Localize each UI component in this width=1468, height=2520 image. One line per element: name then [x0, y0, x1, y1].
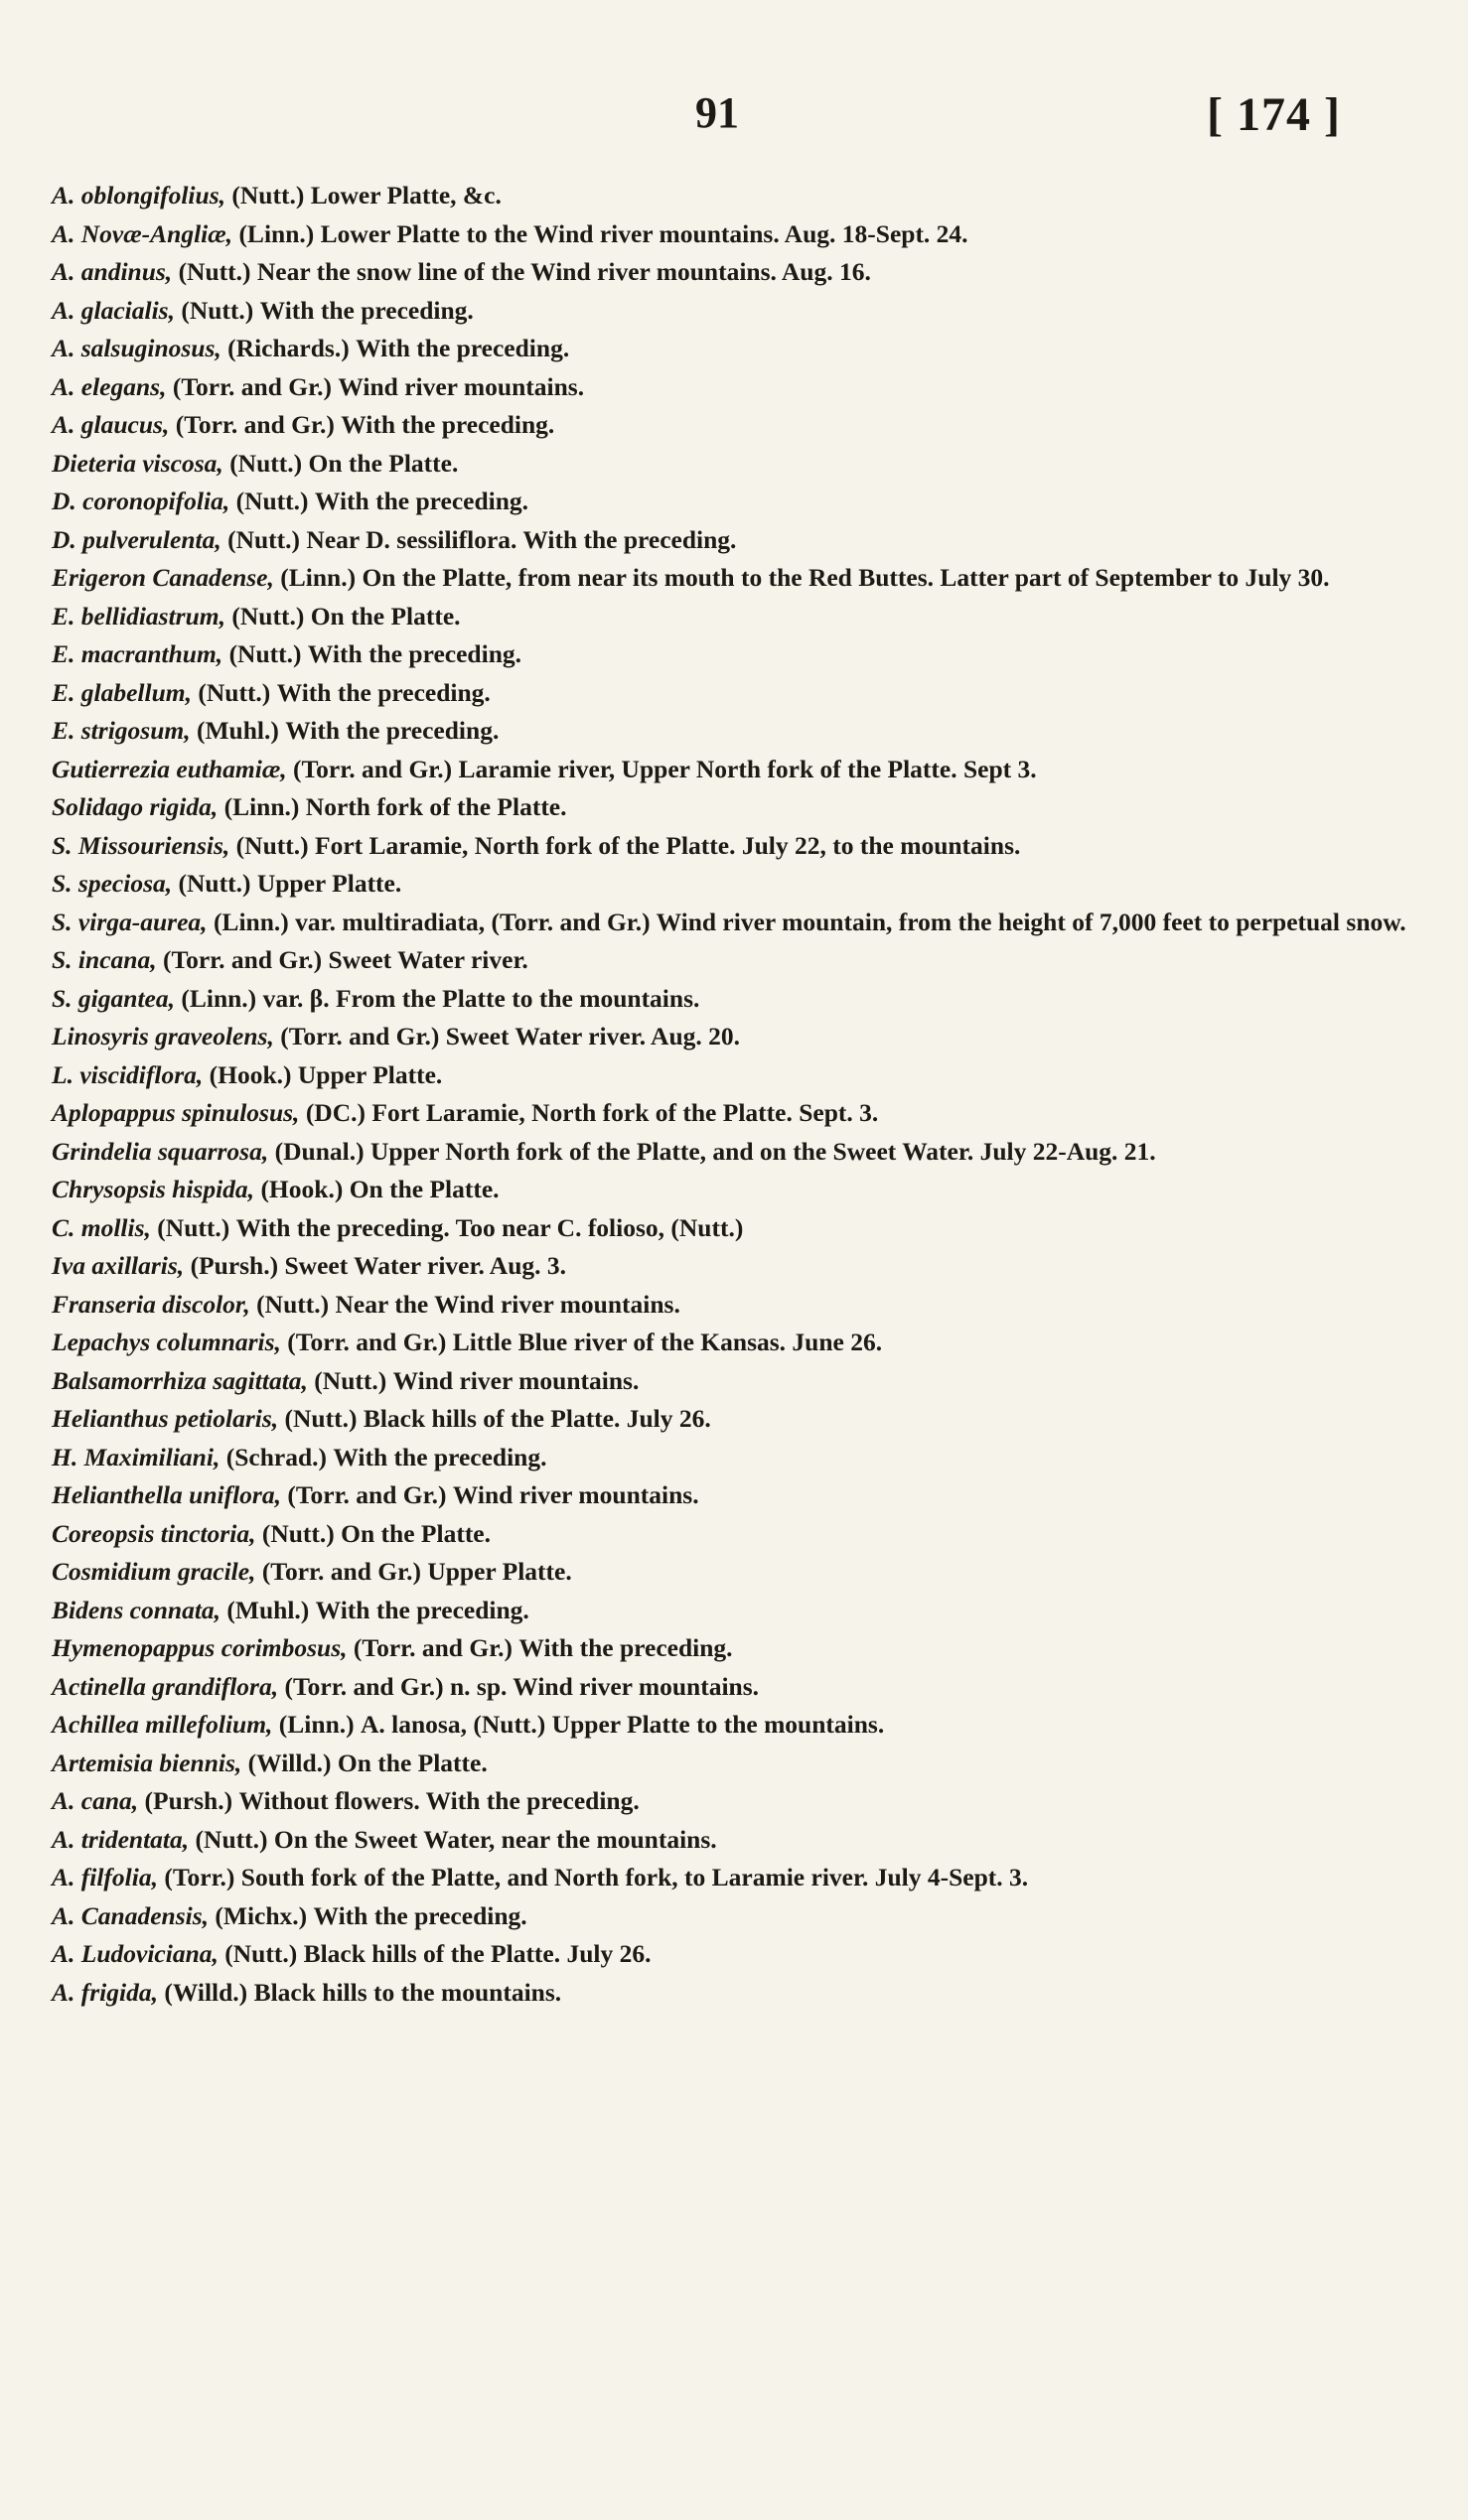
species-name: L. viscidiflora,: [52, 1059, 204, 1089]
species-locality: Laramie river, Upper North fork of the Platte. Sept 3.: [458, 754, 1037, 783]
species-locality: On the Platte.: [341, 1518, 492, 1548]
species-locality: Sweet Water river. Aug. 3.: [284, 1251, 567, 1280]
species-authority: (Torr.): [164, 1863, 235, 1891]
species-entry: [52, 1821, 1417, 1860]
species-entry: [52, 1400, 1417, 1439]
species-locality: Near D. sessiliflora. With the preceding.: [306, 524, 737, 554]
species-authority: (Nutt.): [261, 1518, 335, 1548]
species-entry: [52, 941, 1417, 980]
species-name: Coreopsis tinctoria,: [52, 1518, 256, 1548]
species-authority: (Nutt.): [284, 1404, 358, 1433]
species-authority: (Linn.): [278, 1710, 355, 1739]
species-authority: (Torr. and Gr.): [287, 1480, 447, 1509]
species-locality: Wind river mountains.: [338, 371, 585, 401]
species-locality: With the preceding.: [259, 295, 474, 325]
species-locality: Black hills of the Platte. July 26.: [363, 1404, 711, 1433]
species-authority: (Nutt.): [314, 1365, 387, 1395]
species-authority: (Torr. and Gr.): [175, 410, 335, 439]
species-locality: Sweet Water river. Aug. 20.: [445, 1022, 741, 1050]
species-entry: [52, 1629, 1417, 1668]
species-name: Solidago rigida,: [52, 792, 219, 821]
species-name: Helianthus petiolaris,: [52, 1404, 279, 1433]
species-name: A. elegans,: [52, 371, 167, 401]
species-authority: (Michx.): [215, 1900, 308, 1930]
species-authority: (Nutt.): [235, 487, 309, 515]
species-name: Lepachys columnaris,: [52, 1328, 281, 1356]
species-locality: Near the Wind river mountains.: [335, 1289, 680, 1319]
species-name: A. salsuginosus,: [52, 334, 221, 362]
species-authority: (Nutt.): [195, 1824, 268, 1854]
species-name: Grindelia squarrosa,: [52, 1136, 269, 1166]
species-authority: (Hook.): [209, 1059, 292, 1089]
species-entry: [52, 1859, 1417, 1897]
species-entry: [52, 1515, 1417, 1554]
page-number: 91: [695, 88, 739, 137]
species-entry: [52, 1592, 1417, 1630]
species-entry: [52, 1897, 1417, 1936]
species-entry: [52, 635, 1417, 674]
species-locality: With the preceding.: [307, 639, 521, 668]
species-authority: (Torr. and Gr.): [353, 1633, 514, 1662]
species-name: H. Maximiliani,: [52, 1442, 220, 1471]
species-name: A. glaucus,: [52, 410, 170, 439]
species-name: Iva axillaris,: [52, 1251, 185, 1280]
species-authority: (Linn.): [213, 907, 289, 936]
species-authority: (Nutt.): [228, 639, 302, 668]
species-name: Cosmidium gracile,: [52, 1557, 256, 1586]
species-entry: [52, 1133, 1417, 1172]
species-entry: [52, 1171, 1417, 1209]
species-name: A. glacialis,: [52, 295, 175, 325]
species-locality: With the preceding.: [313, 1900, 527, 1930]
species-locality: On the Platte.: [337, 1748, 488, 1777]
species-entry: [52, 1247, 1417, 1286]
species-authority: (Nutt.): [235, 830, 309, 860]
species-locality: With the preceding. Too near C. folioso, (Nutt.): [235, 1212, 744, 1242]
species-authority: (Schrad.): [225, 1442, 327, 1471]
species-authority: (DC.): [305, 1098, 367, 1127]
species-authority: (Muhl.): [196, 716, 279, 745]
species-name: Helianthella uniflora,: [52, 1480, 281, 1509]
species-authority: (Linn.): [280, 563, 357, 592]
species-entry: [52, 1476, 1417, 1515]
species-name: D. coronopifolia,: [52, 487, 230, 515]
species-locality: With the preceding.: [341, 410, 555, 439]
species-entry: [52, 521, 1417, 560]
species-authority: (Nutt.): [224, 1939, 298, 1968]
species-name: E. bellidiastrum,: [52, 601, 225, 630]
species-locality: North fork of the Platte.: [305, 792, 567, 821]
species-authority: (Muhl.): [226, 1595, 310, 1624]
species-name: S. speciosa,: [52, 869, 173, 898]
species-locality: With the preceding.: [285, 716, 500, 745]
species-locality: Wind river mountains.: [392, 1365, 640, 1395]
species-name: Actinella grandiflora,: [52, 1671, 279, 1701]
page-header: [0, 70, 1468, 159]
species-locality: Little Blue river of the Kansas. June 26.: [452, 1328, 883, 1356]
species-entry: [52, 559, 1417, 598]
species-authority: (Linn.): [223, 792, 300, 821]
species-locality: Lower Platte to the Wind river mountains. Aug. 18-Sept. 24.: [320, 218, 968, 248]
species-entry: [52, 1286, 1417, 1325]
species-locality: Without flowers. With the preceding.: [238, 1786, 640, 1815]
species-locality: With the preceding.: [333, 1442, 547, 1471]
species-locality: Fort Laramie, North fork of the Platte. Sept. 3.: [371, 1098, 879, 1127]
species-entry: [52, 368, 1417, 407]
species-name: Dieteria viscosa,: [52, 448, 223, 478]
species-locality: On the Platte.: [308, 448, 459, 478]
species-name: Linosyris graveolens,: [52, 1022, 274, 1050]
species-authority: (Nutt.): [178, 257, 251, 286]
species-entry: [52, 827, 1417, 866]
species-authority: (Hook.): [260, 1175, 344, 1203]
species-authority: (Dunal.): [274, 1136, 365, 1166]
species-locality: Black hills of the Platte. July 26.: [303, 1939, 652, 1968]
species-authority: (Torr. and Gr.): [287, 1328, 447, 1356]
species-locality: With the preceding.: [276, 677, 491, 707]
species-entry: [52, 406, 1417, 445]
species-locality: Fort Laramie, North fork of the Platte. July 22, to the mountains.: [315, 830, 1021, 860]
species-entry: [52, 1935, 1417, 1974]
species-name: S. incana,: [52, 945, 157, 974]
species-name: Balsamorrhiza sagittata,: [52, 1365, 308, 1395]
species-name: A. andinus,: [52, 257, 173, 286]
species-name: D. pulverulenta,: [52, 524, 221, 554]
species-authority: (Torr. and Gr.): [280, 1022, 440, 1050]
species-authority: (Torr. and Gr.): [172, 371, 332, 401]
species-entry: [52, 1782, 1417, 1821]
species-entry: [52, 1094, 1417, 1133]
species-entry: [52, 215, 1417, 254]
species-locality: On the Platte.: [349, 1175, 500, 1203]
species-entry: [52, 1668, 1417, 1707]
species-locality: With the preceding.: [356, 334, 570, 362]
species-locality: var. β. From the Platte to the mountains.: [262, 983, 700, 1013]
species-authority: (Nutt.): [181, 295, 254, 325]
species-name: A. tridentata,: [52, 1824, 190, 1854]
species-entry: [52, 1209, 1417, 1248]
species-locality: Wind river mountains.: [452, 1480, 699, 1509]
species-locality: On the Platte, from near its mouth to the Red Buttes. Latter part of September to July 30.: [362, 563, 1330, 592]
species-entry: [52, 1439, 1417, 1477]
species-authority: (Pursh.): [190, 1251, 279, 1280]
species-authority: (Willd.): [164, 1977, 248, 2007]
species-locality: Lower Platte, &c.: [310, 181, 502, 210]
species-name: Aplopappus spinulosus,: [52, 1098, 300, 1127]
species-entry: [52, 483, 1417, 521]
species-name: Franseria discolor,: [52, 1289, 250, 1319]
species-entry: [52, 292, 1417, 331]
species-name: A. Ludoviciana,: [52, 1939, 219, 1968]
species-name: Bidens connata,: [52, 1595, 221, 1624]
species-authority: (Nutt.): [178, 869, 251, 898]
species-name: E. glabellum,: [52, 677, 192, 707]
species-name: E. strigosum,: [52, 716, 191, 745]
species-locality: A. lanosa, (Nutt.) Upper Platte to the mountains.: [361, 1710, 885, 1739]
species-entry: [52, 674, 1417, 713]
species-locality: Upper Platte.: [256, 869, 402, 898]
species-name: C. mollis,: [52, 1212, 151, 1242]
species-locality: Black hills to the mountains.: [253, 1977, 562, 2007]
species-entry: [52, 445, 1417, 484]
species-authority: (Torr. and Gr.): [284, 1671, 444, 1701]
species-name: S. gigantea,: [52, 983, 175, 1013]
species-authority: (Nutt.): [157, 1212, 230, 1242]
species-authority: (Willd.): [247, 1748, 332, 1777]
species-name: A. Novæ-Angliæ,: [52, 218, 233, 248]
species-entry: [52, 980, 1417, 1019]
species-authority: (Nutt.): [229, 448, 303, 478]
species-name: Hymenopappus corimbosus,: [52, 1633, 348, 1662]
species-name: A. filfolia,: [52, 1863, 158, 1891]
species-entry: [52, 253, 1417, 292]
species-entry: [52, 1553, 1417, 1592]
species-name: S. Missouriensis,: [52, 830, 230, 860]
species-authority: (Linn.): [181, 983, 257, 1013]
species-name: A. Canadensis,: [52, 1900, 210, 1930]
species-entry: [52, 712, 1417, 751]
species-authority: (Nutt.): [198, 677, 271, 707]
species-authority: (Pursh.): [144, 1786, 233, 1815]
species-authority: (Nutt.): [256, 1289, 330, 1319]
species-name: Erigeron Canadense,: [52, 563, 274, 592]
species-authority: (Nutt.): [227, 524, 301, 554]
species-entry: [52, 1974, 1417, 2013]
species-name: Chrysopsis hispida,: [52, 1175, 255, 1203]
species-entry: [52, 751, 1417, 789]
species-locality: With the preceding.: [314, 487, 529, 515]
species-locality: On the Platte.: [310, 601, 461, 630]
species-locality: Sweet Water river.: [328, 945, 528, 974]
species-name: E. macranthum,: [52, 639, 223, 668]
species-name: Artemisia biennis,: [52, 1748, 242, 1777]
species-entry: [52, 598, 1417, 636]
species-entry: [52, 788, 1417, 827]
species-entry: [52, 1745, 1417, 1783]
species-entry: [52, 904, 1417, 942]
species-locality: With the preceding.: [315, 1595, 529, 1624]
species-authority: (Richards.): [227, 334, 350, 362]
species-entry: [52, 1018, 1417, 1056]
species-locality: Upper Platte.: [427, 1557, 572, 1586]
species-locality: Upper Platte.: [297, 1059, 443, 1089]
species-authority: (Linn.): [238, 218, 315, 248]
species-locality: Upper North fork of the Platte, and on the Sweet Water. July 22-Aug. 21.: [369, 1136, 1156, 1166]
species-entry: [52, 1056, 1417, 1095]
species-name: A. oblongifolius,: [52, 181, 226, 210]
species-entry: [52, 330, 1417, 368]
species-locality: On the Sweet Water, near the mountains.: [273, 1824, 717, 1854]
species-name: Achillea millefolium,: [52, 1710, 273, 1739]
species-name: S. virga-aurea,: [52, 907, 208, 936]
species-locality: n. sp. Wind river mountains.: [449, 1671, 760, 1701]
species-locality: Near the snow line of the Wind river mountains. Aug. 16.: [256, 257, 871, 286]
species-authority: (Torr. and Gr.): [162, 945, 323, 974]
bracketed-page-number: [ 174 ]: [1207, 88, 1341, 141]
species-locality: var. multiradiata, (Torr. and Gr.) Wind river mountain, from the height of 7,000 feet to perpetual snow.: [295, 907, 1406, 936]
species-entry: [52, 1706, 1417, 1745]
species-authority: (Torr. and Gr.): [293, 754, 453, 783]
species-authority: (Nutt.): [231, 601, 305, 630]
species-authority: (Nutt.): [231, 181, 305, 210]
species-entry: [52, 1362, 1417, 1401]
species-list: [52, 177, 1417, 2012]
species-entry: [52, 177, 1417, 215]
species-locality: With the preceding.: [518, 1633, 733, 1662]
species-name: A. frigida,: [52, 1977, 158, 2007]
species-entry: [52, 1324, 1417, 1362]
species-name: Gutierrezia euthamiæ,: [52, 754, 287, 783]
species-name: A. cana,: [52, 1786, 139, 1815]
species-locality: South fork of the Platte, and North fork, to Laramie river. July 4-Sept. 3.: [240, 1863, 1029, 1891]
species-entry: [52, 865, 1417, 904]
species-authority: (Torr. and Gr.): [261, 1557, 421, 1586]
